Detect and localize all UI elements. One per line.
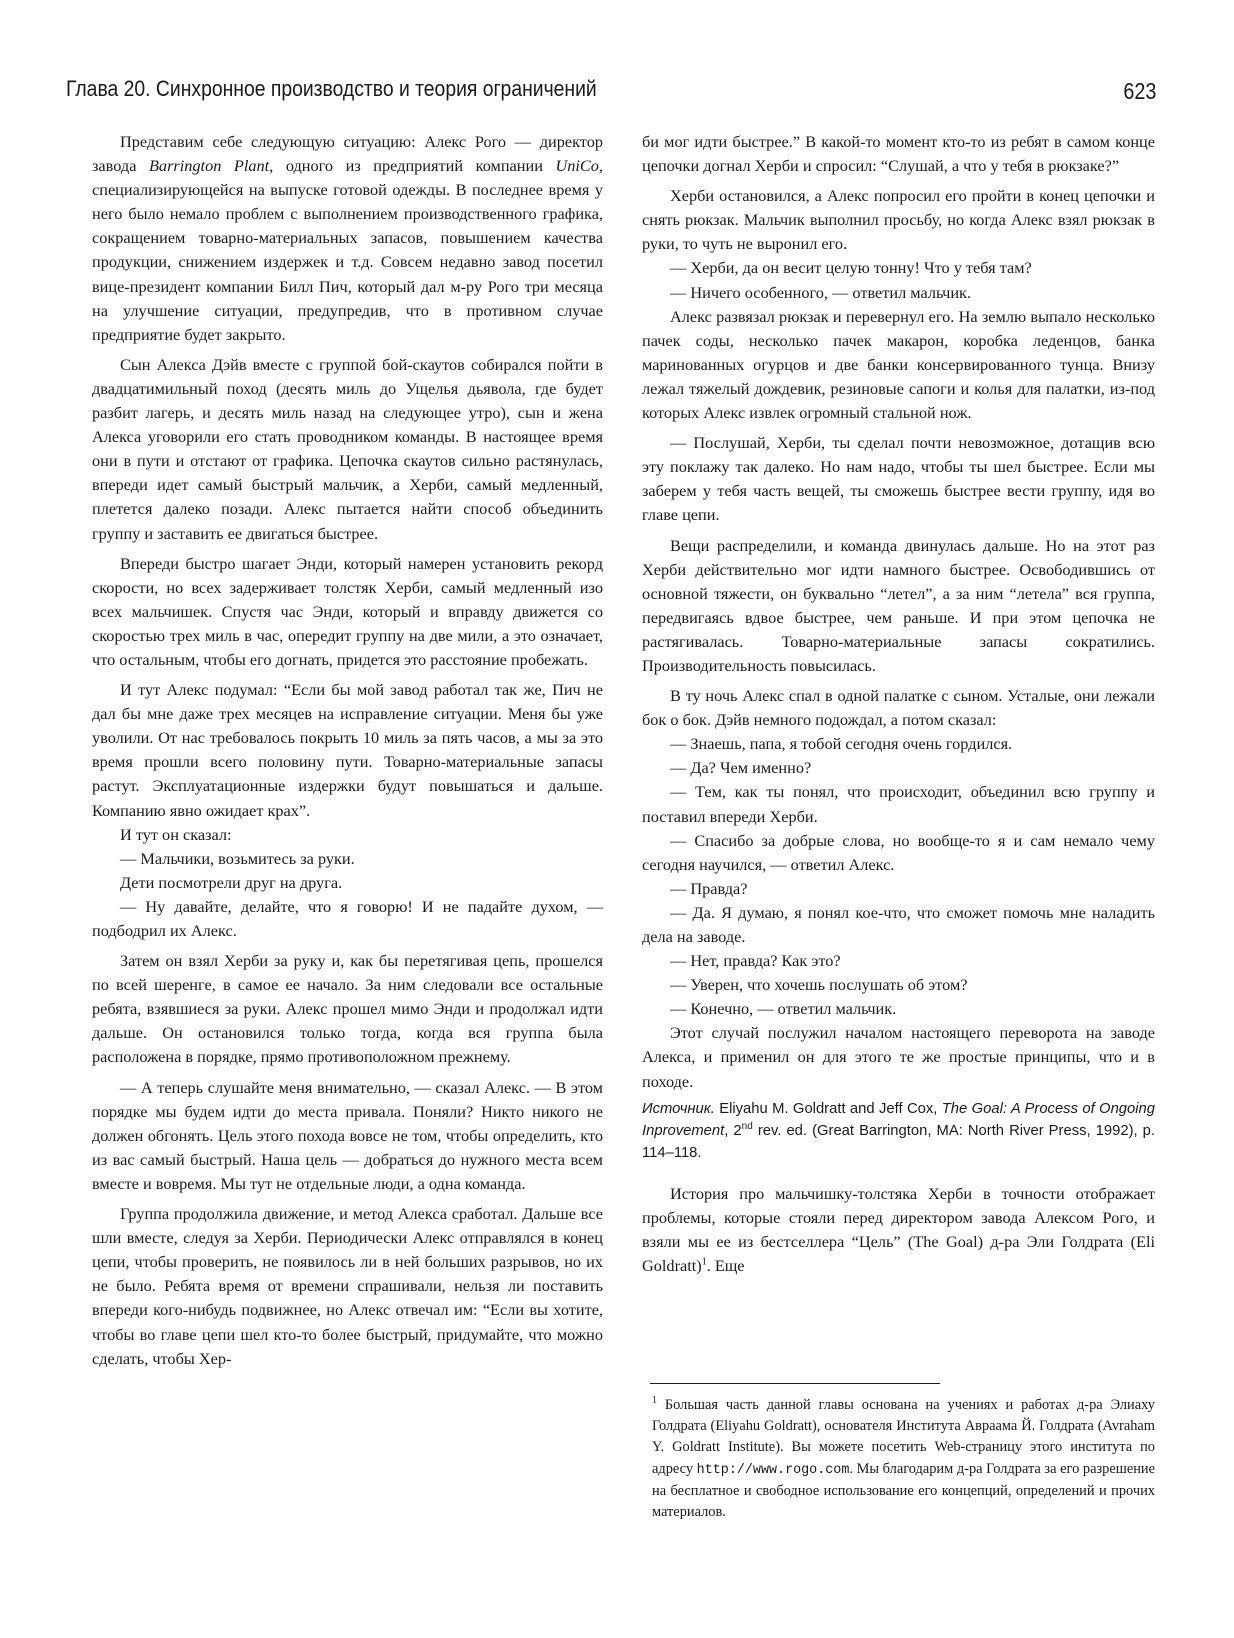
dialogue-line: — Тем, как ты понял, что происходит, объединил всю группу и поставил впереди Херби. xyxy=(642,782,1155,826)
dialogue-line: — Послушай, Херби, ты сделал почти невозможное, дотащив всю эту поклажу так далеко. Но нам надо, чтобы ты шел быстрее. Если мы заберем у тебя часть вещей, ты сможешь быстрее вести группу, идя во главе цепи. xyxy=(642,433,1155,525)
source-authors: Eliyahu M. Goldratt and Jeff Cox, xyxy=(714,1100,942,1117)
dialogue-line: — Да? Чем именно? xyxy=(670,758,812,778)
source-label: Источник. xyxy=(642,1100,715,1117)
dialogue-line: — Да. Я думаю, я понял кое-что, что сможет помочь мне наладить дела на заводе. xyxy=(642,902,1155,946)
page-number: 623 xyxy=(1122,78,1156,104)
footnote-text-end: . Мы благодарим д-ра Голдрата за его разрешение на бесплатное и свободное использование его концепций, определений и прочих материалов. xyxy=(652,1460,1155,1521)
footnote-text: Большая часть данной главы основана на учениях и работах д-ра Элиаху Голдрата (Eliyahu Goldratt), основателя Института Авраама Й. Голдрата (Avraham Y. Goldratt Institute). Вы можете посетить Web-страницу этого института по адресу xyxy=(652,1397,1155,1477)
right-column xyxy=(642,130,1155,1278)
source-edition: , 2 xyxy=(724,1122,742,1139)
dialogue-line: — Ничего особенного, — ответил мальчик. xyxy=(670,282,972,302)
paragraph: В ту ночь Алекс спал в одной палатке с сыном. Усталые, они лежали бок о бок. Дэйв немного подождал, а потом сказал: xyxy=(642,686,1155,730)
paragraph: Вещи распределили, и команда двинулась дальше. Но на этот раз Херби действительно мог идти намного быстрее. Освободившись от основной тяжести, он буквально “летел”, а за ним “летела” вся группа, передвигаясь вдвое быстрее, чем раньше. И при этом цепочка не растягивалась. Товарно-материальные запасы сократились. Производительность повысилась. xyxy=(642,535,1155,675)
paragraph: Группа продолжила движение, и метод Алекса сработал. Дальше все шли вместе, следуя за Херби. Периодически Алекс отправлялся в конец цепи, чтобы проверить, не появилось ли в ней больших разрывов, но их не было. Ребята время от времени спрашивали, нельзя ли поставить впереди кого-нибудь подвижнее, но Алекс отвечал им: “Если вы хотите, чтобы во главе цепи шел кто-то более быстрый, придумайте, что можно сделать, чтобы Хер- xyxy=(92,1204,603,1368)
footnote xyxy=(652,1395,1155,1523)
paragraph: Сын Алекса Дэйв вместе с группой бой-скаутов собирался пойти в двадцатимильный поход (десять миль до Ущелья дьявола, где будет разбит лагерь, и десять миль назад на следующее утро), сын и жена Алекса уговорили его стать проводником команды. В настоящее время они в пути и отстают от графика. Цепочка скаутов сильно растянулась, впереди идет самый быстрый мальчик, а Херби, самый медленный, плетется далеко позади. Алекс пытается найти способ объединить группу и заставить ее двигаться быстрее. xyxy=(92,354,603,543)
source-publisher: rev. ed. (Great Barrington, MA: North River Press, 1992), p. 114–118. xyxy=(642,1122,1156,1161)
source-citation xyxy=(642,1098,1155,1164)
footnote-reference[interactable]: 1 xyxy=(701,1256,707,1268)
dialogue-line: — Мальчики, возьмитесь за руки. xyxy=(120,848,355,868)
paragraph: Этот случай послужил началом настоящего переворота на заводе Алекса, и применил он для этого те же простые принципы, что и в походе. xyxy=(642,1023,1155,1091)
paragraph: Затем он взял Херби за руку и, как бы перетягивая цепь, прошелся по всей шеренге, в самое ее начало. За ним следовали все остальные ребята, взявшиеся за руки. Алекс прошел мимо Энди и продолжал идти дальше. Он остановился только тогда, когда вся группа была расположена в порядке, прямо противоположном прежнему. xyxy=(92,951,603,1067)
dialogue-line: — Нет, правда? Как это? xyxy=(670,951,841,971)
paragraph: Представим себе следующую ситуацию: Алекс Рого — директор завода Barrington Plant, одного из предприятий компании UniCo, специализирующейся на выпуске готовой одежды. В последнее время у него было немало проблем с выполнением производственного графика, сокращением товарно-материальных запасов, повышением качества продукции, снижением издержек и т.д. Совсем недавно завод посетил вице-президент компании Билл Пич, который дал м-ру Рого три месяца на улучшение ситуации, предупредив, что в противном случае предприятие будет закрыто. xyxy=(92,132,603,344)
paragraph: Впереди быстро шагает Энди, который намерен установить рекорд скорости, но всех задерживает толстяк Херби, самый медленный изо всех мальчишек. Спустя час Энди, который и вправду движется со скоростью трех миль в час, опередит группу на две мили, а это означает, что остальным, чтобы его догнать, придется это расстояние пробежать. xyxy=(92,553,603,669)
dialogue-line: — Правда? xyxy=(670,878,748,898)
paragraph: И тут Алекс подумал: “Если бы мой завод работал так же, Пич не дал бы мне даже трех месяцев на исправление ситуации. Меня бы уже уволили. От нас требовалось покрыть 10 миль за пять часов, а мы за это время прошли всего половину пути. Товарно-материальные запасы растут. Эксплуатационные издержки будут повышаться и дальше. Компанию явно ожидает крах”. xyxy=(92,680,603,820)
paragraph: И тут он сказал: xyxy=(120,824,232,844)
left-column xyxy=(92,130,603,1371)
footnote-marker: 1 xyxy=(652,1395,657,1407)
dialogue-line: — Уверен, что хочешь послушать об этом? xyxy=(670,975,968,995)
paragraph-text: История про мальчишку-толстяка Херби в точности отображает проблемы, которые стояли перед директором завода Алексом Рого, и взяли мы ее из бестселлера “Цель” (The Goal) д-ра Эли Голдрата (Eli Goldratt) xyxy=(642,1183,1155,1275)
footnote-divider xyxy=(650,1383,940,1384)
source-edition-suffix: nd xyxy=(741,1120,753,1132)
dialogue-line: — Спасибо за добрые слова, но вообще-то я и сам немало чему сегодня научился, — ответил Алекс. xyxy=(642,830,1155,874)
dialogue-line: — Ну давайте, делайте, что я говорю! И не падайте духом, — подбодрил их Алекс. xyxy=(92,896,603,940)
dialogue-line: — Знаешь, папа, я тобой сегодня очень гордился. xyxy=(670,734,1013,754)
paragraph: Дети посмотрели друг на друга. xyxy=(120,872,343,892)
source-book-title: The Goal: A Process of Ongoing Inprovement xyxy=(642,1100,1155,1139)
paragraph-tail: . Еще xyxy=(706,1255,745,1275)
paragraph: би мог идти быстрее.” В какой-то момент кто-то из ребят в самом конце цепочки догнал Херби и спросил: “Слушай, а что у тебя в рюкзаке?” xyxy=(642,132,1155,176)
paragraph: Херби остановился, а Алекс попросил его пройти в конец цепочки и снять рюкзак. Мальчик выполнил просьбу, но когда Алекс взял рюкзак в руки, то чуть не выронил его. xyxy=(642,186,1155,254)
dialogue-line: — А теперь слушайте меня внимательно, — сказал Алекс. — В этом порядке мы будем идти до места привала. Поняли? Никто никого не должен обгонять. Цель этого похода вовсе не том, чтобы определить, кто из вас самый быстрый. Наша цель — добраться до нужного места всем вместе и вовремя. Мы тут не отдельные люди, а одна команда. xyxy=(92,1077,603,1193)
paragraph: Алекс развязал рюкзак и перевернул его. На землю выпало несколько пачек соды, несколько пачек макарон, коробка леденцов, банка маринованных огурцов и две банки консервированного тунца. Внизу лежал тяжелый дождевик, резиновые сапоги и колья для палатки, из-под которых Алекс извлек огромный стальной нож. xyxy=(642,306,1155,423)
footnote-url[interactable]: http://www.rogo.com xyxy=(696,1462,850,1478)
dialogue-line: — Херби, да он весит целую тонну! Что у тебя там? xyxy=(670,258,1032,278)
dialogue-line: — Конечно, — ответил мальчик. xyxy=(670,999,897,1019)
paragraph xyxy=(642,1182,1155,1278)
running-header-title: Глава 20. Синхронное производство и теория ограничений xyxy=(66,76,597,101)
